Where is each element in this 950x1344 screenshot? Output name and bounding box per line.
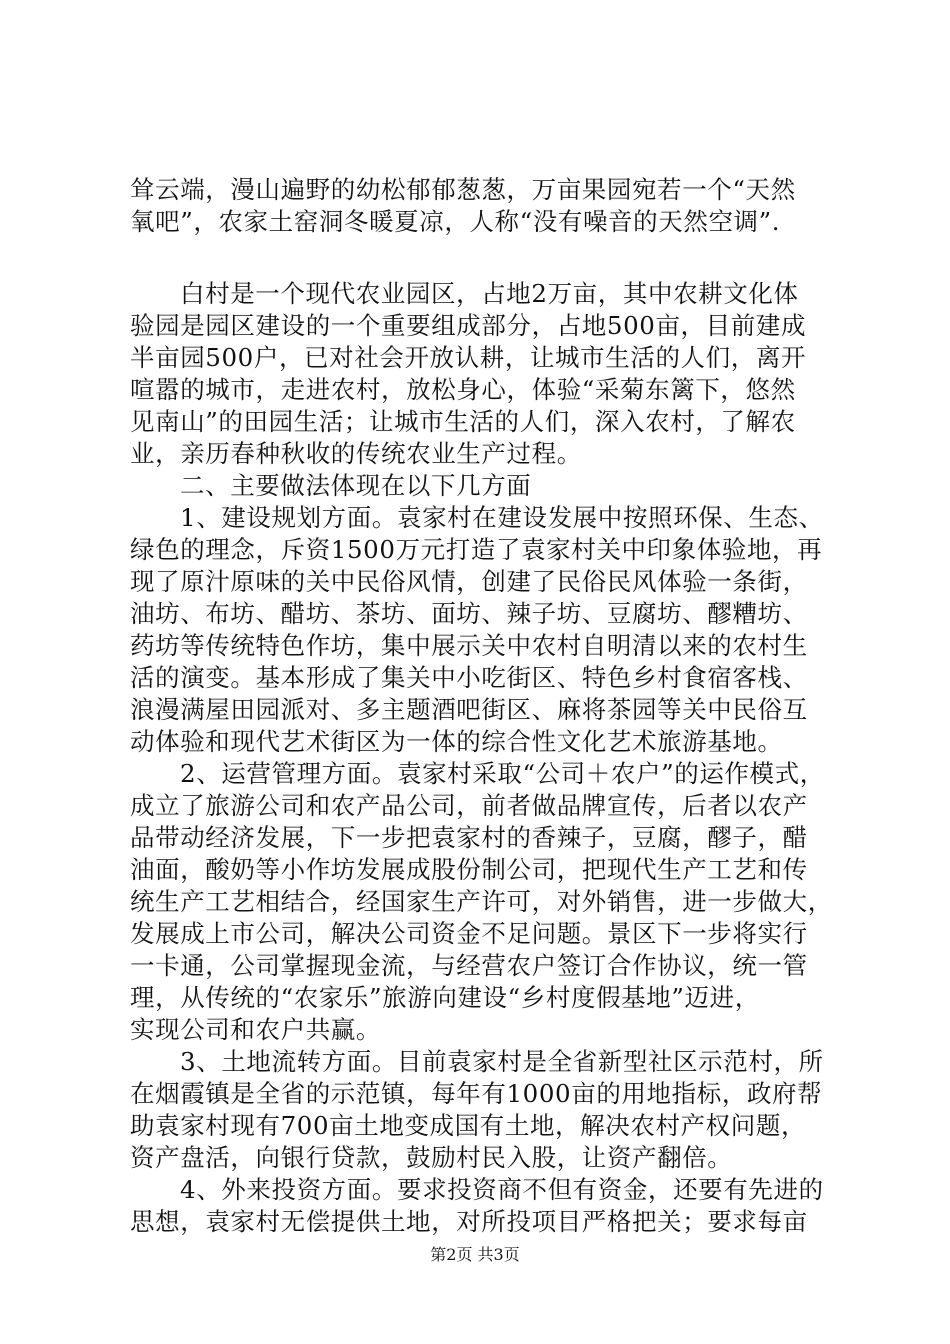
text-line: 油坊、布坊、醋坊、茶坊、面坊、辣子坊、豆腐坊、醪糟坊、: [130, 599, 808, 628]
paragraph-3: [130, 1046, 830, 1174]
text-line: 活的演变。基本形成了集关中小吃街区、特色乡村食宿客栈、: [130, 663, 808, 692]
text-line: 见南山”的田园生活；让城市生活的人们，深入农村，了解农: [130, 407, 796, 436]
text-line: 动体验和现代艺术街区为一体的综合性文化艺术旅游基地。: [130, 727, 783, 756]
text-line: 半亩园500户，已对社会开放认耕，让城市生活的人们，离开: [130, 343, 807, 372]
text-line: 思想，袁家村无偿提供土地，对所投项目严格把关；要求每亩: [130, 1207, 808, 1236]
text-line: 2、运营管理方面。袁家村采取“公司＋农户”的运作模式，: [180, 759, 825, 788]
text-line: 发展成上市公司，解决公司资金不足问题。景区下一步将实行: [130, 919, 808, 948]
text-line: 现了原汁原味的关中民俗风情，创建了民俗民风体验一条街，: [130, 567, 808, 596]
text-line: 实现公司和农户共赢。: [130, 1015, 381, 1044]
text-line: 统生产工艺相结合，经国家生产许可，对外销售，进一步做大，: [130, 887, 833, 916]
paragraph-gap: [130, 238, 830, 278]
text-line: 浪漫满屋田园派对、多主题酒吧街区、麻将茶园等关中民俗互: [130, 695, 808, 724]
text-line: 耸云端，漫山遍野的幼松郁郁葱葱，万亩果园宛若一个“天然: [130, 175, 796, 204]
paragraph-1: [130, 502, 830, 758]
text-line: 绿色的理念，斥资1500万元打造了袁家村关中印象体验地，再: [130, 535, 823, 564]
text-line: 品带动经济发展，下一步把袁家村的香辣子，豆腐，醪子，醋: [130, 823, 808, 852]
text-line: 验园是园区建设的一个重要组成部分，占地500亩，目前建成: [130, 311, 807, 340]
paragraph-4: [130, 1174, 830, 1238]
intro-paragraph: [130, 174, 830, 238]
page-number-footer: 第2页 共3页: [430, 1245, 520, 1264]
text-line: 理，从传统的“农家乐”旅游向建设“乡村度假基地”迈进，: [130, 983, 760, 1012]
baicun-paragraph: [130, 278, 830, 470]
text-line: 氧吧”，农家土窑洞冬暖夏凉，人称“没有噪音的天然空调”.: [130, 207, 781, 236]
text-line: 药坊等传统特色作坊，集中展示关中农村自明清以来的农村生: [130, 631, 808, 660]
text-line: 油面，酸奶等小作坊发展成股份制公司，把现代生产工艺和传: [130, 855, 808, 884]
text-line: 业，亲历春种秋收的传统农业生产过程。: [130, 439, 582, 468]
text-line: 一卡通，公司掌握现金流，与经营农户签订合作协议，统一管: [130, 951, 808, 980]
text-line: 3、土地流转方面。目前袁家村是全省新型社区示范村，所: [180, 1047, 824, 1076]
text-line: 1、建设规划方面。袁家村在建设发展中按照环保、生态、: [180, 503, 824, 532]
text-line: 白村是一个现代农业园区，占地2万亩，其中农耕文化体: [180, 279, 799, 308]
text-line: 喧嚣的城市，走进农村，放松身心，体验“采菊东篱下，悠然: [130, 375, 796, 404]
text-line: 成立了旅游公司和农产品公司，前者做品牌宣传，后者以农产: [130, 791, 808, 820]
text-line: 资产盘活，向银行贷款，鼓励村民入股，让资产翻倍。: [130, 1143, 733, 1172]
text-line: 4、外来投资方面。要求投资商不但有资金，还要有先进的: [180, 1175, 824, 1204]
section-heading: 二、主要做法体现在以下几方面: [180, 471, 532, 500]
text-line: 在烟霞镇是全省的示范镇，每年有1000亩的用地指标，政府帮: [130, 1079, 823, 1108]
document-body: [130, 174, 833, 1238]
text-line: 助袁家村现有700亩土地变成国有土地，解决农村产权问题，: [130, 1111, 807, 1140]
paragraph-2: [130, 758, 833, 1046]
